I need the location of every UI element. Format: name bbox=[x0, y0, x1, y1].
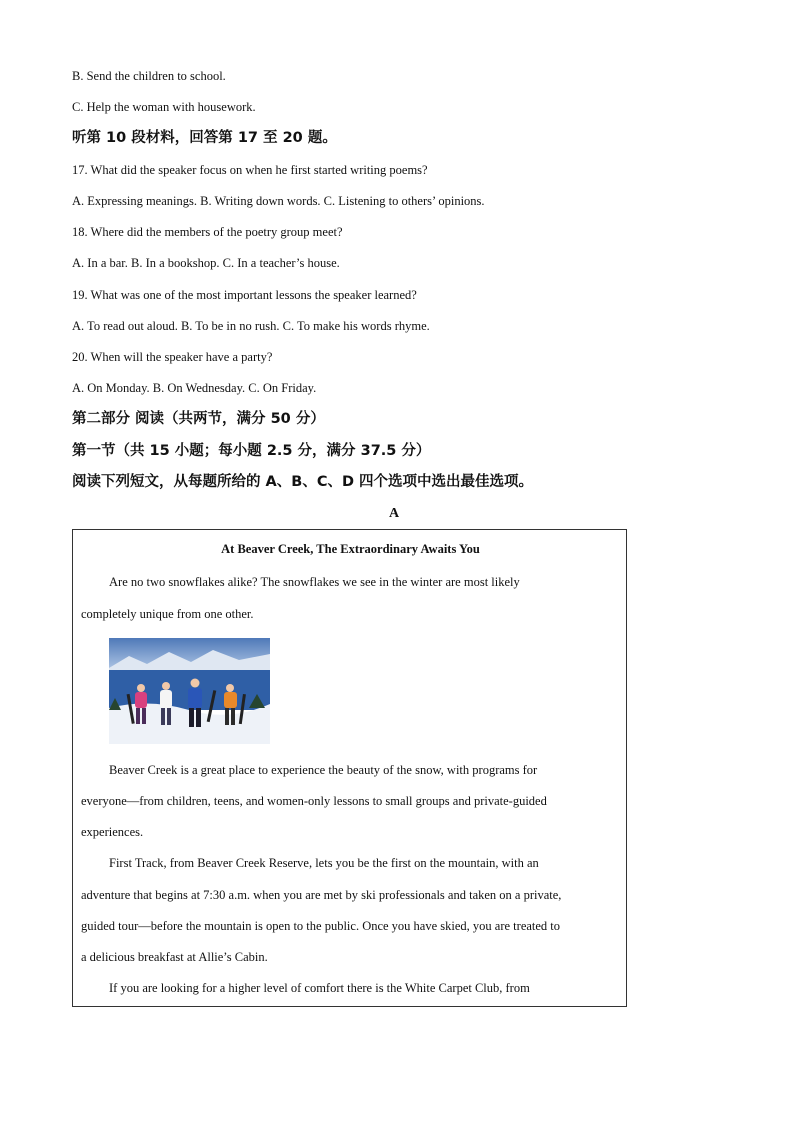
question-17: 17. What did the speaker focus on when he first started writing poems? bbox=[72, 163, 428, 177]
question-17-options: A. Expressing meanings. B. Writing down words. C. Listening to others’ opinions. bbox=[72, 194, 485, 208]
passage-p2-line1: Beaver Creek is a great place to experience the beauty of the snow, with programs for bbox=[109, 763, 538, 777]
reading-part-heading: 第二部分 阅读（共两节，满分 50 分） bbox=[72, 411, 325, 427]
passage-p2-line2: everyone—from children, teens, and women-only lessons to small groups and private-guided bbox=[81, 794, 547, 808]
passage-title: At Beaver Creek, The Extraordinary Awaits You bbox=[221, 542, 480, 556]
question-18: 18. Where did the members of the poetry group meet? bbox=[72, 225, 343, 239]
question-19: 19. What was one of the most important lessons the speaker learned? bbox=[72, 288, 417, 302]
passage-p3-line3: guided tour—before the mountain is open to the public. Once you have skied, you are treated to bbox=[81, 919, 561, 933]
question-20-options: A. On Monday. B. On Wednesday. C. On Friday. bbox=[72, 381, 317, 395]
passage-box bbox=[72, 529, 627, 1007]
question-18-options: A. In a bar. B. In a bookshop. C. In a teacher’s house. bbox=[72, 256, 340, 270]
skiers-illustration bbox=[109, 638, 270, 744]
line-q16-c: C. Help the woman with housework. bbox=[72, 100, 256, 114]
passage-p3-line1: First Track, from Beaver Creek Reserve, lets you be the first on the mountain, with an bbox=[109, 856, 539, 870]
passage-p3-line2: adventure that begins at 7:30 a.m. when you are met by ski professionals and taken on a private, bbox=[81, 888, 562, 902]
skiers-photo bbox=[109, 638, 270, 744]
passage-p1-line1: Are no two snowflakes alike? The snowflakes we see in the winter are most likely bbox=[109, 575, 520, 589]
passage-p3-line4: a delicious breakfast at Allie’s Cabin. bbox=[81, 950, 268, 964]
passage-p1-line2: completely unique from one other. bbox=[81, 607, 254, 621]
reading-instruction: 阅读下列短文，从每题所给的 A、B、C、D 四个选项中选出最佳选项。 bbox=[72, 474, 534, 490]
reading-section-heading: 第一节（共 15 小题；每小题 2.5 分，满分 37.5 分） bbox=[72, 443, 431, 459]
passage-p2-line3: experiences. bbox=[81, 825, 144, 839]
passage-p4-line1: If you are looking for a higher level of comfort there is the White Carpet Club, from bbox=[109, 981, 530, 995]
section10-heading: 听第 10 段材料，回答第 17 至 20 题。 bbox=[72, 130, 337, 146]
question-20: 20. When will the speaker have a party? bbox=[72, 350, 273, 364]
question-19-options: A. To read out aloud. B. To be in no rush. C. To make his words rhyme. bbox=[72, 319, 430, 333]
passage-letter: A bbox=[389, 506, 400, 521]
line-q16-b: B. Send the children to school. bbox=[72, 69, 226, 83]
